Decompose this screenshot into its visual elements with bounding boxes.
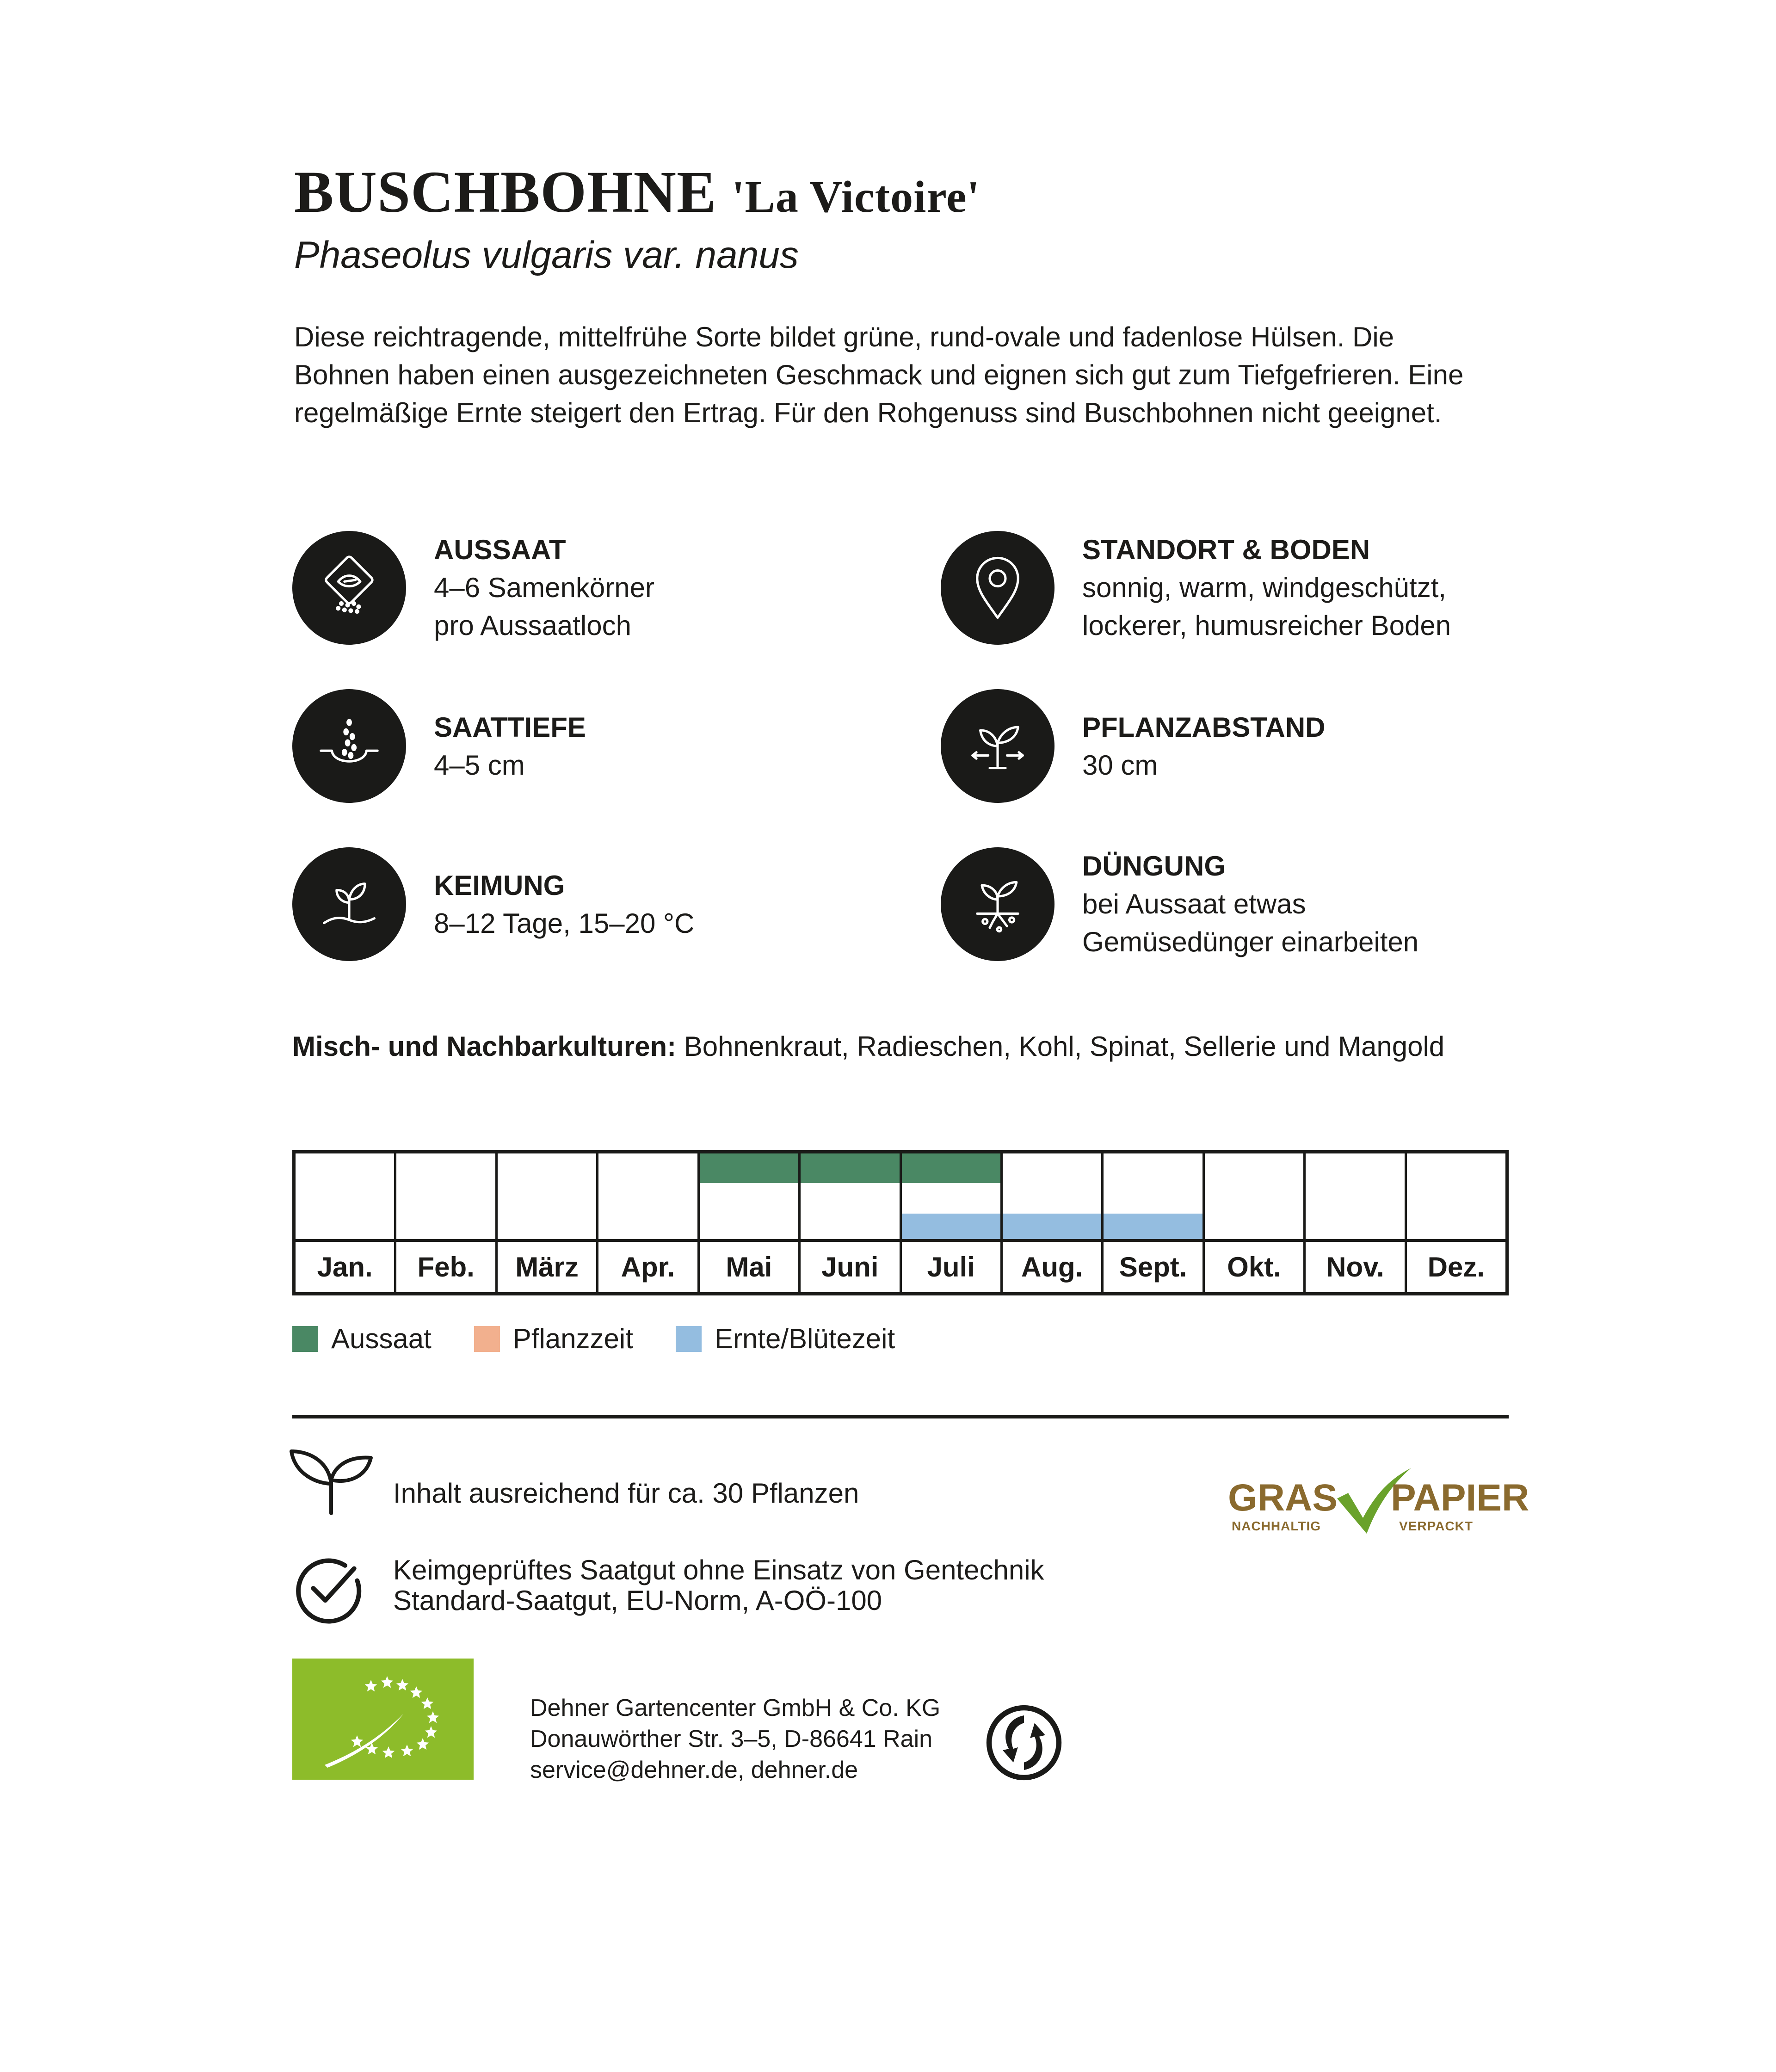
sowing-bar: [700, 1153, 798, 1183]
green-dot-recycling-icon: [986, 1705, 1062, 1781]
calendar-cell: [1003, 1153, 1104, 1242]
calendar-cell: [1306, 1153, 1406, 1242]
eu-star: [382, 1746, 395, 1758]
feature-heading: AUSSAAT: [434, 534, 566, 565]
variety-name: 'La Victoire': [732, 172, 980, 222]
leaves-icon: [285, 1444, 377, 1518]
legend-item-ernte: [676, 1323, 895, 1355]
eu-star: [421, 1697, 434, 1709]
feature-heading: PFLANZABSTAND: [1082, 712, 1326, 743]
eu-star: [365, 1680, 377, 1691]
badge-gras: GRAS: [1228, 1477, 1338, 1519]
plant-spacing-icon: [941, 689, 1054, 803]
month-label: Nov.: [1306, 1242, 1406, 1292]
eu-star: [425, 1726, 438, 1738]
content-info: Inhalt ausreichend für ca. 30 Pflanzen: [393, 1478, 859, 1509]
feature-value: pro Aussaatloch: [434, 610, 631, 641]
companion-label: Misch- und Nachbarkulturen:: [292, 1031, 677, 1062]
eu-leaf-stars-icon: [292, 1659, 474, 1780]
legend-label: Pflanzzeit: [512, 1323, 633, 1354]
calendar-cell: [296, 1153, 396, 1242]
eu-organic-logo: [292, 1659, 474, 1780]
feature-heading: DÜNGUNG: [1082, 851, 1226, 882]
calendar-cell: [396, 1153, 497, 1242]
month-label: Dez.: [1427, 1252, 1485, 1283]
eu-star: [401, 1745, 413, 1756]
badge-papier: PAPIER: [1391, 1477, 1529, 1519]
calendar-legend: [292, 1323, 937, 1355]
companion-plants: [292, 1030, 1444, 1062]
legend-label: Ernte/Blütezeit: [714, 1323, 895, 1354]
feature-value: 8–12 Tage, 15–20 °C: [434, 908, 695, 939]
quality-info: [393, 1555, 1044, 1616]
month-label: Sept.: [1104, 1242, 1204, 1292]
legend-label: Aussaat: [331, 1323, 432, 1354]
quality-line: Standard-Saatgut, EU-Norm, A-OÖ-100: [393, 1585, 882, 1616]
eu-star: [410, 1686, 423, 1698]
feature-heading: STANDORT & BODEN: [1082, 534, 1370, 565]
feature-value: bei Aussaat etwas: [1082, 888, 1306, 919]
fertilizer-plant-icon: [941, 847, 1054, 961]
calendar-cell: [1104, 1153, 1204, 1242]
month-label: Mai: [700, 1242, 801, 1292]
calendar-cell: [498, 1153, 598, 1242]
legend-swatch-pflanzzeit: [474, 1326, 500, 1352]
description: [294, 318, 1543, 432]
quality-line: Keimgeprüftes Saatgut ohne Einsatz von Gentechnik: [393, 1554, 1044, 1585]
feature-value: 30 cm: [1082, 750, 1158, 781]
month-label: Aug.: [1003, 1242, 1104, 1292]
badge-verpackt: VERPACKT: [1399, 1519, 1473, 1533]
sowing-bar: [801, 1153, 899, 1183]
eu-star: [351, 1735, 364, 1747]
eu-star: [381, 1676, 394, 1688]
legend-item-aussaat: [292, 1323, 432, 1355]
feature-value: sonnig, warm, windgeschützt,: [1082, 572, 1447, 603]
check-circle-icon: [290, 1550, 366, 1626]
month-label: Juli: [902, 1242, 1003, 1292]
harvest-bar: [1104, 1214, 1202, 1242]
month-label: März: [498, 1242, 598, 1292]
month-label: Okt.: [1205, 1242, 1306, 1292]
calendar-cell: [902, 1153, 1003, 1242]
companion-value: Bohnenkraut, Radieschen, Kohl, Spinat, Sellerie und Mangold: [676, 1031, 1445, 1062]
eu-star: [396, 1679, 409, 1690]
eu-star: [427, 1711, 439, 1723]
company-name: Dehner Gartencenter GmbH & Co. KG: [530, 1695, 941, 1721]
eu-leaf-stem: [325, 1714, 403, 1768]
harvest-bar: [1003, 1214, 1101, 1242]
harvest-bar: [902, 1214, 1000, 1242]
seed-packet-icon: [292, 531, 406, 645]
sprout-icon: [292, 847, 406, 961]
company-address: [530, 1693, 940, 1786]
company-street: Donauwörther Str. 3–5, D-86641 Rain: [530, 1726, 933, 1752]
badge-nachhaltig: NACHHALTIG: [1232, 1519, 1321, 1533]
feature-heading: KEIMUNG: [434, 870, 565, 901]
divider: [292, 1415, 1509, 1418]
month-label: Feb.: [396, 1242, 497, 1292]
feature-value: 4–6 Samenkörner: [434, 572, 654, 603]
feature-value: lockerer, humusreicher Boden: [1082, 610, 1451, 641]
feature-heading: SAATTIEFE: [434, 712, 586, 743]
month-label: Apr.: [598, 1242, 699, 1292]
sowing-bar: [902, 1153, 1000, 1183]
product-title: [294, 160, 980, 225]
eu-star: [417, 1738, 429, 1750]
calendar-cell: [598, 1153, 699, 1242]
seed-depth-icon: [292, 689, 406, 803]
month-label: Juni: [801, 1242, 901, 1292]
description-line: Bohnen haben einen ausgezeichneten Geschmack und eignen sich gut zum Tiefgefrieren. Eine: [294, 359, 1464, 390]
latin-name: Phaseolus vulgaris var. nanus: [294, 234, 799, 276]
legend-swatch-aussaat: [292, 1326, 318, 1352]
calendar-cell: [801, 1153, 901, 1242]
calendar-cell: [1407, 1153, 1505, 1242]
feature-value: Gemüsedünger einarbeiten: [1082, 926, 1419, 957]
company-contact: service@dehner.de, dehner.de: [530, 1757, 858, 1783]
description-line: regelmäßige Ernte steigert den Ertrag. Für den Rohgenuss sind Buschbohnen nicht geeignet.: [294, 397, 1442, 428]
legend-item-pflanzzeit: [474, 1323, 633, 1355]
calendar-cell: [1205, 1153, 1306, 1242]
feature-value: 4–5 cm: [434, 750, 525, 781]
calendar-cell: [700, 1153, 801, 1242]
location-pin-icon: [941, 531, 1054, 645]
description-line: Diese reichtragende, mittelfrühe Sorte bildet grüne, rund-ovale und fadenlose Hülsen. Die: [294, 321, 1394, 352]
month-label: Jan.: [296, 1242, 396, 1292]
sowing-calendar: [292, 1150, 1509, 1295]
legend-swatch-ernte: [676, 1326, 702, 1352]
graspapier-badge: [1228, 1466, 1529, 1536]
product-name: BUSCHBOHNE: [294, 159, 717, 225]
